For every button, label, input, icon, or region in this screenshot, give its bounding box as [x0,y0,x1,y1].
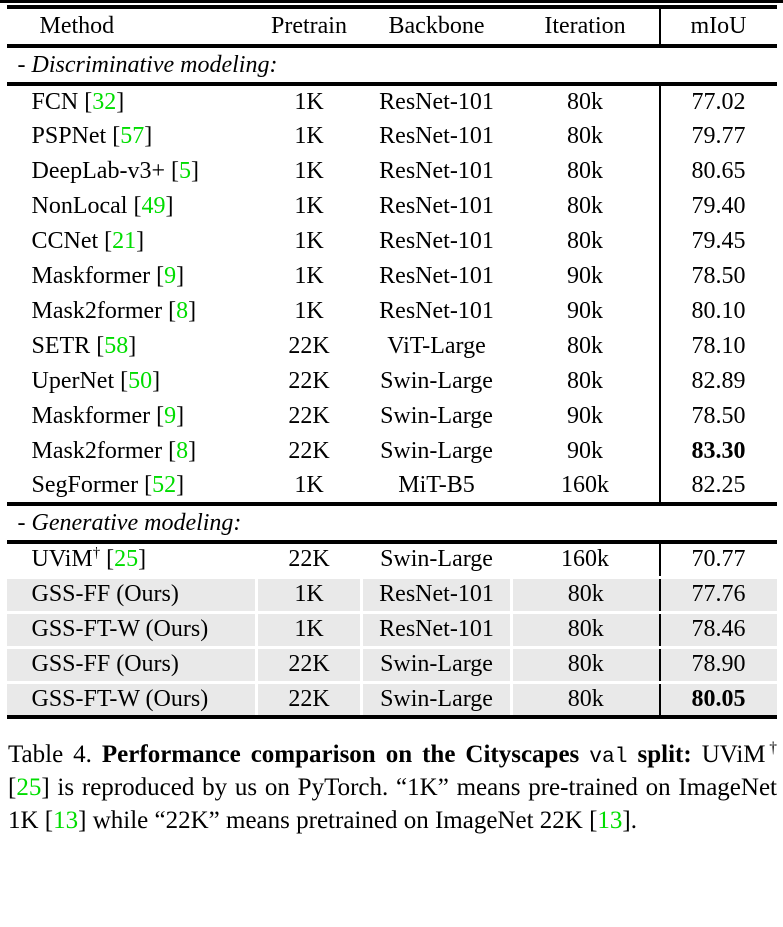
citation-link[interactable]: 25 [16,774,42,802]
table-row [7,434,777,469]
citation-link[interactable]: 9 [164,403,177,429]
backbone-cell: ResNet-101 [379,123,494,149]
table-row [7,577,777,612]
method-cell: CCNet [21] [31,228,145,254]
citation-link[interactable]: 13 [53,807,79,835]
backbone-cell: ResNet-101 [379,89,494,115]
iteration-cell: 80k [567,228,603,254]
pretrain-cell: 1K [257,577,362,612]
miou-cell: 79.40 [660,189,777,224]
method-cell: GSS-FT-W (Ours) [7,612,257,647]
table-row [7,259,777,294]
pretrain-cell: 22K [288,546,330,573]
miou-cell: 77.02 [660,84,777,119]
table-row [7,469,777,504]
citation-link[interactable]: 57 [120,123,145,149]
table-row [7,189,777,224]
citation-link[interactable]: 52 [152,472,177,498]
backbone-cell: ResNet-101 [379,263,494,289]
miou-cell: 78.10 [660,329,777,364]
iteration-cell: 90k [567,298,603,324]
iteration-cell: 80k [512,647,660,682]
citation-link[interactable]: 32 [92,89,117,115]
method-cell: FCN [32] [31,89,125,115]
caption-text: ] is reproduced by us on PyTorch. “1K” means pre-trained on ImageNet 1K [ [8,774,777,835]
method-cell: UperNet [50] [31,368,161,394]
citation-link[interactable]: 13 [597,807,623,835]
table-row [7,364,777,399]
backbone-cell: MiT-B5 [362,469,512,504]
dagger-mark: † [92,545,101,562]
caption-bold-text: split: [627,741,692,768]
pretrain-cell: 22K [288,368,330,394]
miou-cell [660,434,777,469]
backbone-cell: Swin-Large [380,368,493,394]
table-body [7,46,777,717]
miou-cell: 78.50 [660,259,777,294]
iteration-cell: 90k [567,263,603,289]
miou-cell: 79.45 [660,224,777,259]
citation-link[interactable]: 5 [178,158,191,184]
method-cell: UViM† [25] [31,545,147,573]
method-cell: Mask2former [8] [31,438,197,464]
pretrain-cell: 22K [288,438,330,464]
pretrain-cell: 22K [257,682,362,717]
iteration-cell: 80k [512,612,660,647]
citation-link[interactable]: 9 [164,263,177,289]
miou-cell: 80.10 [660,294,777,329]
miou-cell: 78.90 [660,647,777,682]
backbone-cell: ResNet-101 [379,298,494,324]
table-row [7,399,777,434]
backbone-cell: ResNet-101 [362,577,512,612]
method-cell: GSS-FF (Ours) [7,577,257,612]
pretrain-cell: 22K [288,403,330,429]
backbone-cell: ResNet-101 [362,612,512,647]
miou-value-bold: 80.05 [691,685,746,712]
table-row [7,647,777,682]
miou-cell: 78.50 [660,399,777,434]
pretrain-cell: 1K [294,123,324,149]
pretrain-cell: 1K [294,298,324,324]
iteration-cell: 80k [567,89,603,115]
section-row [7,46,777,84]
iteration-cell: 160k [561,546,609,573]
table-row [7,612,777,647]
pretrain-cell: 1K [294,89,324,115]
citation-link[interactable]: 8 [176,438,189,464]
pretrain-cell: 1K [294,228,324,254]
caption-text: ] while “22K” means pretrained on ImageNet 22K [ [78,807,598,835]
header-row [7,7,777,46]
citation-link[interactable]: 58 [104,333,129,359]
dagger-mark: † [765,739,777,757]
results-table [7,5,777,719]
miou-value-bold: 83.30 [691,438,746,464]
citation-link[interactable]: 25 [114,546,139,573]
method-cell: SegFormer [52] [7,469,257,504]
section-row [7,504,777,542]
backbone-cell: Swin-Large [362,647,512,682]
caption-code-text: val [589,745,628,769]
caption-text: [ [8,774,17,802]
table-row [7,329,777,364]
method-cell: Maskformer [9] [31,263,185,289]
backbone-cell: Swin-Large [362,682,512,717]
iteration-cell: 80k [567,333,603,359]
miou-cell: 82.89 [660,364,777,399]
backbone-cell: Swin-Large [380,403,493,429]
col-header-method: Method [7,7,257,46]
backbone-cell: ViT-Large [387,333,486,359]
table-caption [8,738,777,837]
pretrain-cell: 1K [294,193,324,219]
iteration-cell: 80k [567,123,603,149]
table-row [7,119,777,154]
miou-cell: 77.76 [660,577,777,612]
table-row [7,542,777,577]
pretrain-cell: 1K [257,612,362,647]
col-header-miou: mIoU [660,7,777,46]
method-cell: NonLocal [49] [31,193,174,219]
table-row [7,154,777,189]
iteration-cell: 80k [567,368,603,394]
miou-cell: 78.46 [660,612,777,647]
method-cell: Maskformer [9] [31,403,185,429]
iteration-cell: 160k [512,469,660,504]
iteration-cell: 80k [567,193,603,219]
method-cell: SETR [58] [31,333,137,359]
miou-cell: 79.77 [660,119,777,154]
section-label: - Discriminative modeling: [7,46,777,84]
pretrain-cell: 1K [257,469,362,504]
table-row [7,682,777,717]
iteration-cell: 80k [567,158,603,184]
miou-cell: 80.65 [660,154,777,189]
citation-link[interactable]: 50 [128,368,153,394]
pretrain-cell: 1K [294,158,324,184]
method-cell: GSS-FF (Ours) [7,647,257,682]
iteration-cell: 90k [567,438,603,464]
backbone-cell: ResNet-101 [379,193,494,219]
col-header-pretrain: Pretrain [257,7,362,46]
iteration-cell: 90k [567,403,603,429]
miou-cell: 82.25 [660,469,777,504]
backbone-cell: Swin-Large [380,438,493,464]
col-header-iteration: Iteration [512,7,660,46]
method-cell: PSPNet [57] [31,123,153,149]
pretrain-cell: 1K [294,263,324,289]
miou-cell [660,682,777,717]
col-header-backbone: Backbone [362,7,512,46]
method-cell: GSS-FT-W (Ours) [7,682,257,717]
table-row [7,84,777,119]
method-cell: Mask2former [8] [31,298,197,324]
citation-link[interactable]: 21 [112,228,137,254]
caption-text: UViM [691,741,766,768]
caption-text: Table 4. [8,741,102,768]
backbone-cell: ResNet-101 [379,158,494,184]
miou-cell: 70.77 [660,542,777,577]
citation-link[interactable]: 8 [176,298,189,324]
pretrain-cell: 22K [257,647,362,682]
iteration-cell: 80k [512,577,660,612]
caption-bold-text: Performance comparison on the Cityscapes [101,741,590,768]
method-cell: DeepLab-v3+ [5] [31,158,199,184]
caption-text: ]. [622,807,637,835]
table-row [7,294,777,329]
backbone-cell: ResNet-101 [379,228,494,254]
citation-link[interactable]: 49 [141,193,166,219]
iteration-cell: 80k [512,682,660,717]
section-label: - Generative modeling: [7,504,777,542]
backbone-cell: Swin-Large [380,546,493,573]
table-row [7,224,777,259]
pretrain-cell: 22K [288,333,330,359]
